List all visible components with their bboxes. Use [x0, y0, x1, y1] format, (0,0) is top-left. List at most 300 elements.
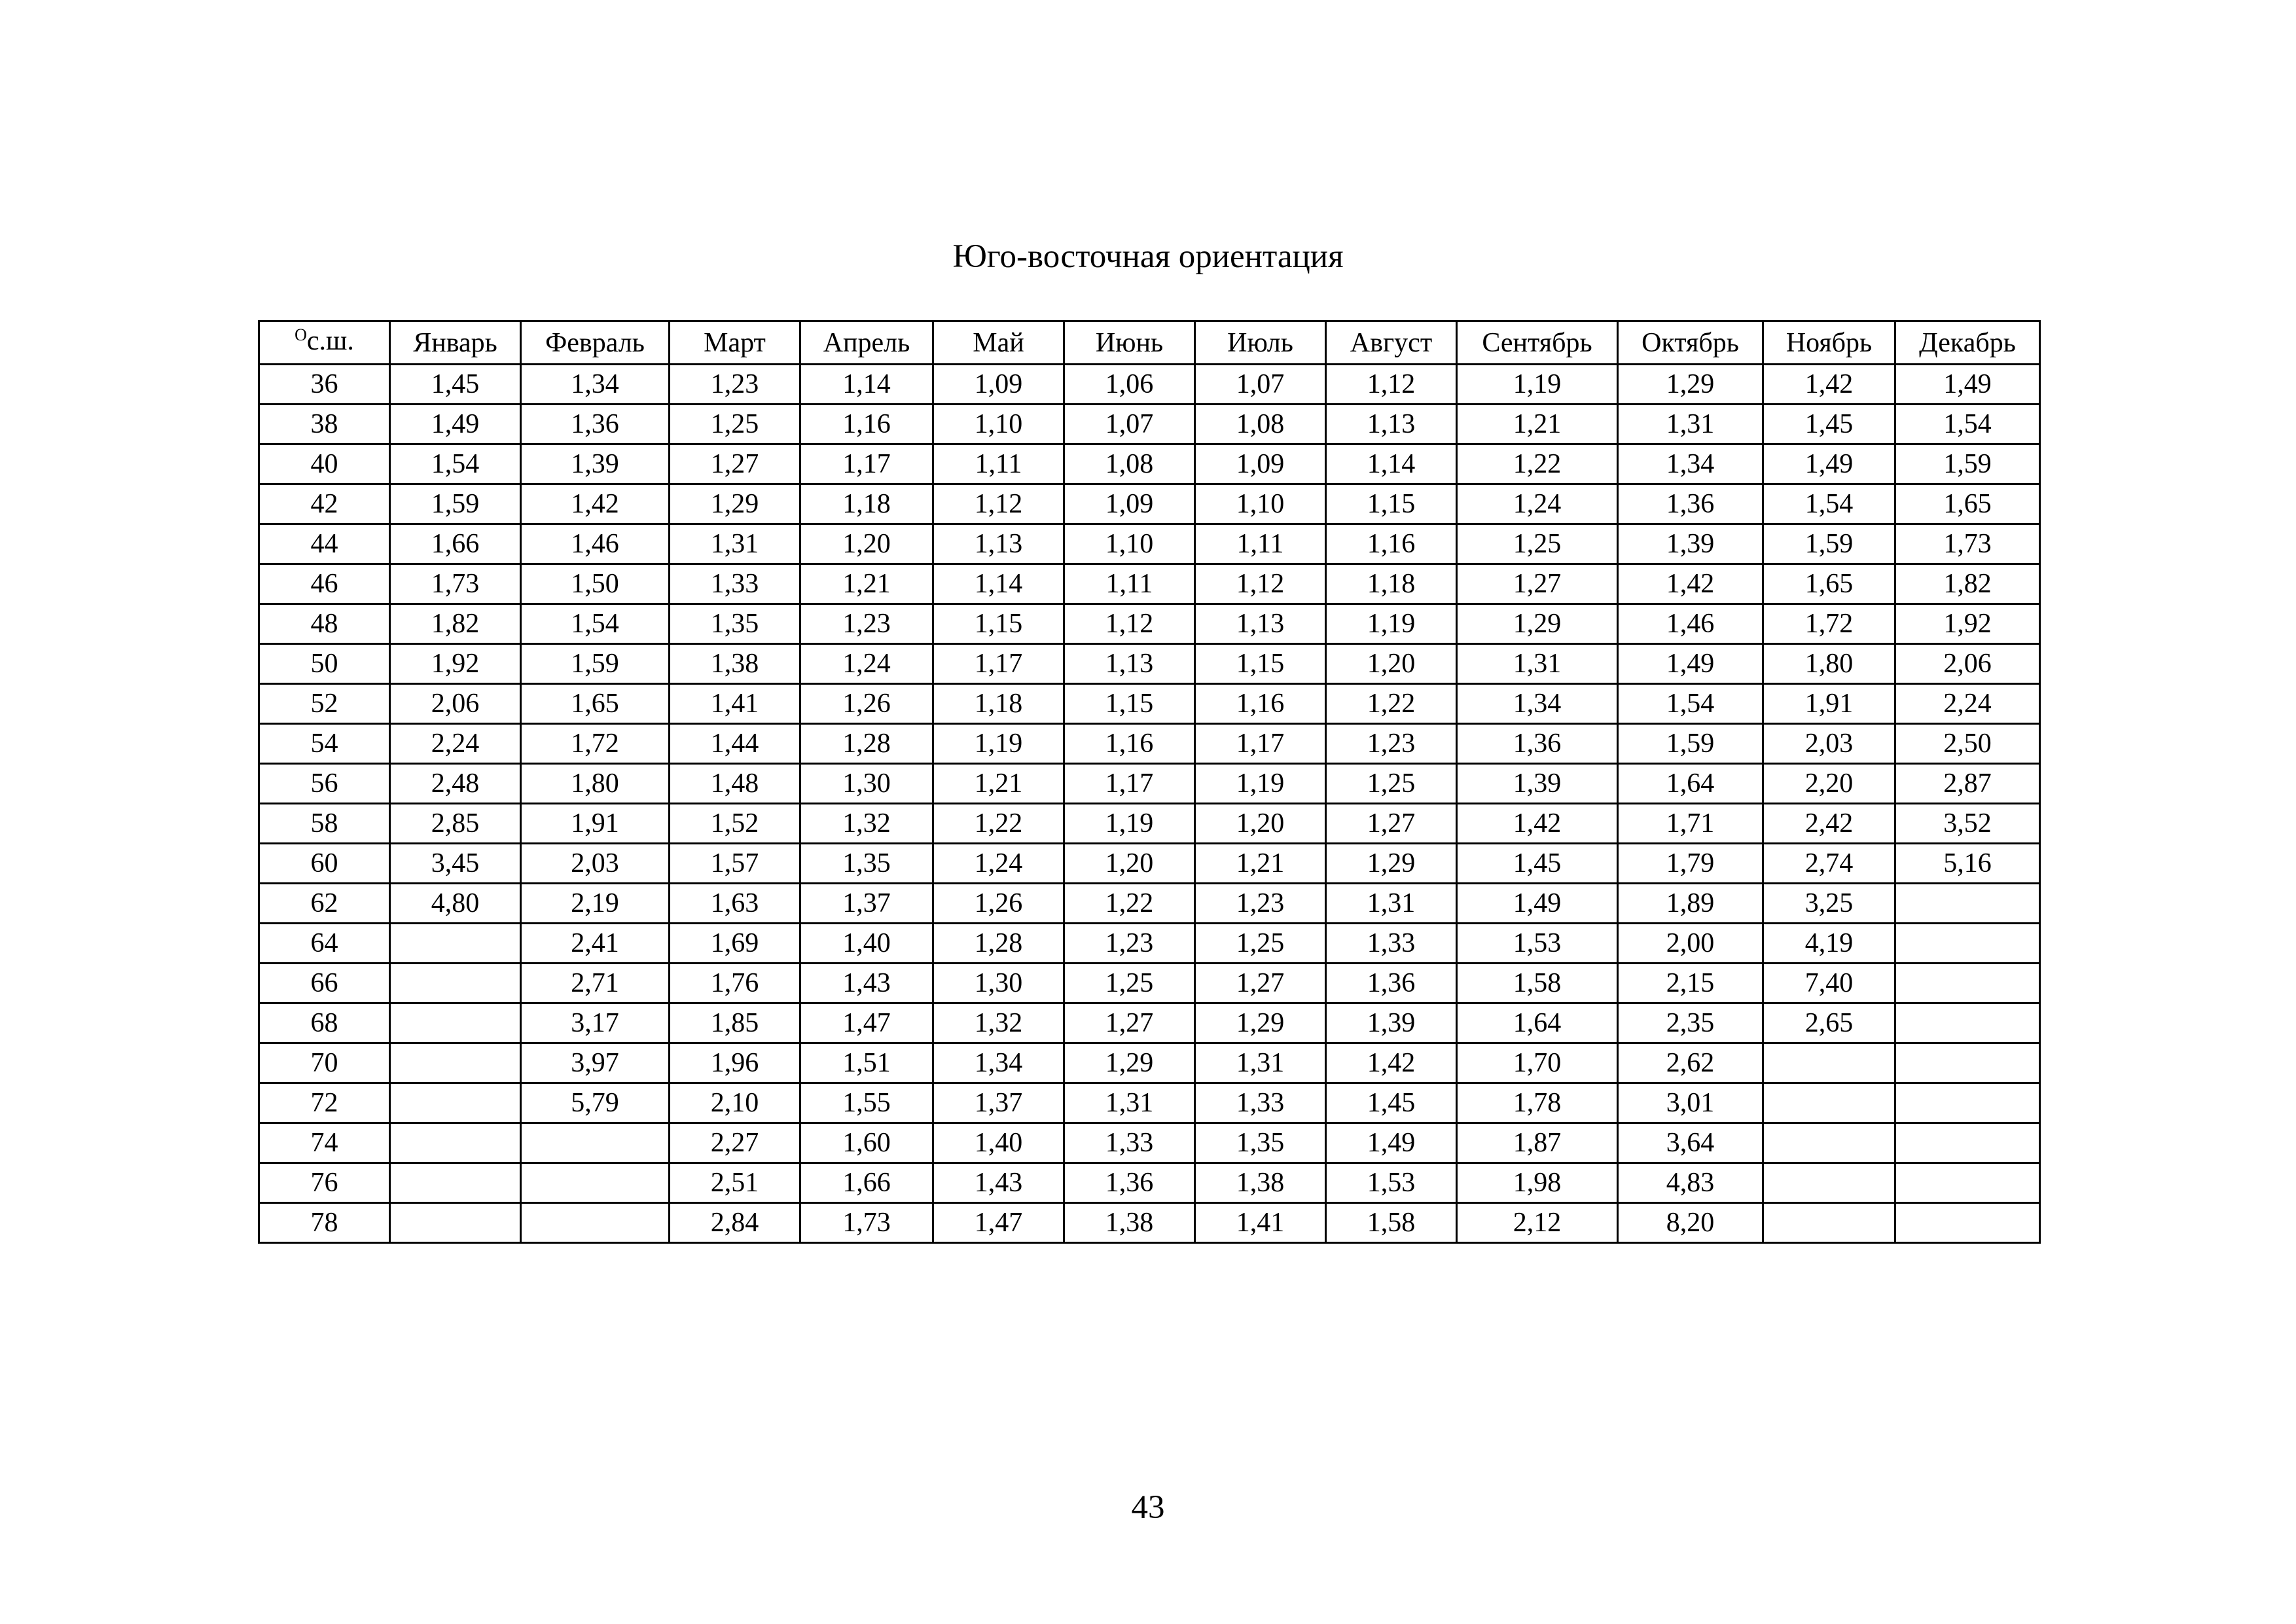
month-header: Июнь	[1064, 321, 1195, 365]
value-cell: 1,80	[1763, 644, 1895, 684]
value-cell	[1895, 1083, 2040, 1123]
value-cell: 1,15	[1064, 684, 1195, 724]
value-cell: 1,38	[670, 644, 800, 684]
value-cell: 1,65	[1763, 564, 1895, 604]
value-cell: 1,25	[1326, 764, 1457, 804]
value-cell: 1,39	[1457, 764, 1618, 804]
value-cell: 1,54	[390, 444, 521, 484]
value-cell: 1,19	[1064, 804, 1195, 844]
table-row	[259, 444, 2040, 484]
value-cell: 1,49	[1326, 1123, 1457, 1163]
value-cell	[390, 924, 521, 964]
value-cell: 2,19	[521, 884, 670, 924]
table-row	[259, 1043, 2040, 1083]
latitude-cell: 38	[259, 405, 390, 444]
latitude-cell: 66	[259, 964, 390, 1003]
value-cell: 1,34	[521, 365, 670, 405]
value-cell: 1,54	[1618, 684, 1763, 724]
header-row	[259, 321, 2040, 365]
value-cell: 1,09	[1064, 484, 1195, 524]
value-cell: 1,21	[800, 564, 933, 604]
table-row	[259, 644, 2040, 684]
value-cell	[1895, 884, 2040, 924]
value-cell: 1,66	[800, 1163, 933, 1203]
latitude-cell: 72	[259, 1083, 390, 1123]
value-cell: 3,64	[1618, 1123, 1763, 1163]
value-cell: 1,15	[933, 604, 1064, 644]
value-cell: 3,45	[390, 844, 521, 884]
value-cell	[390, 964, 521, 1003]
value-cell: 1,12	[1326, 365, 1457, 405]
value-cell: 1,91	[1763, 684, 1895, 724]
value-cell: 3,97	[521, 1043, 670, 1083]
value-cell: 1,10	[1195, 484, 1326, 524]
value-cell: 1,11	[1195, 524, 1326, 564]
value-cell: 1,69	[670, 924, 800, 964]
value-cell: 1,33	[1195, 1083, 1326, 1123]
value-cell: 1,34	[1457, 684, 1618, 724]
value-cell: 1,59	[521, 644, 670, 684]
value-cell: 2,71	[521, 964, 670, 1003]
value-cell: 1,07	[1195, 365, 1326, 405]
value-cell: 1,91	[521, 804, 670, 844]
value-cell: 1,25	[1457, 524, 1618, 564]
value-cell	[1895, 1163, 2040, 1203]
value-cell: 2,24	[1895, 684, 2040, 724]
value-cell: 1,29	[1326, 844, 1457, 884]
value-cell: 1,60	[800, 1123, 933, 1163]
latitude-cell: 64	[259, 924, 390, 964]
value-cell: 1,72	[521, 724, 670, 764]
value-cell: 1,42	[1326, 1043, 1457, 1083]
value-cell: 1,40	[800, 924, 933, 964]
value-cell: 1,18	[933, 684, 1064, 724]
value-cell: 1,45	[1326, 1083, 1457, 1123]
value-cell: 1,55	[800, 1083, 933, 1123]
value-cell: 1,53	[1326, 1163, 1457, 1203]
table-row	[259, 764, 2040, 804]
value-cell: 1,31	[1457, 644, 1618, 684]
value-cell: 1,31	[1195, 1043, 1326, 1083]
value-cell: 1,42	[1618, 564, 1763, 604]
value-cell: 1,23	[670, 365, 800, 405]
value-cell	[390, 1203, 521, 1243]
value-cell	[390, 1123, 521, 1163]
latitude-cell: 58	[259, 804, 390, 844]
table-row	[259, 405, 2040, 444]
latitude-cell: 36	[259, 365, 390, 405]
value-cell: 1,33	[670, 564, 800, 604]
value-cell: 1,54	[1763, 484, 1895, 524]
table-row	[259, 724, 2040, 764]
value-cell: 1,17	[1064, 764, 1195, 804]
value-cell: 1,49	[1763, 444, 1895, 484]
table-row	[259, 1083, 2040, 1123]
value-cell: 1,38	[1064, 1203, 1195, 1243]
value-cell: 1,15	[1195, 644, 1326, 684]
value-cell: 2,15	[1618, 964, 1763, 1003]
latitude-cell: 48	[259, 604, 390, 644]
value-cell: 1,73	[390, 564, 521, 604]
value-cell	[521, 1123, 670, 1163]
value-cell: 1,09	[933, 365, 1064, 405]
latitude-cell: 78	[259, 1203, 390, 1243]
page-title: Юго-восточная ориентация	[952, 238, 1344, 275]
latitude-cell: 70	[259, 1043, 390, 1083]
value-cell: 1,27	[1457, 564, 1618, 604]
value-cell: 1,20	[1326, 644, 1457, 684]
month-header: Сентябрь	[1457, 321, 1618, 365]
value-cell: 1,23	[800, 604, 933, 644]
value-cell: 1,08	[1064, 444, 1195, 484]
value-cell: 1,26	[933, 884, 1064, 924]
value-cell: 1,57	[670, 844, 800, 884]
value-cell: 1,22	[1064, 884, 1195, 924]
value-cell: 1,59	[1618, 724, 1763, 764]
value-cell: 1,39	[1326, 1003, 1457, 1043]
value-cell: 1,76	[670, 964, 800, 1003]
value-cell: 1,44	[670, 724, 800, 764]
value-cell: 1,17	[933, 644, 1064, 684]
value-cell: 1,65	[1895, 484, 2040, 524]
value-cell: 1,49	[1618, 644, 1763, 684]
value-cell: 1,31	[1064, 1083, 1195, 1123]
value-cell: 1,34	[933, 1043, 1064, 1083]
value-cell: 1,47	[933, 1203, 1064, 1243]
value-cell: 1,49	[1457, 884, 1618, 924]
value-cell: 1,34	[1618, 444, 1763, 484]
value-cell: 1,46	[1618, 604, 1763, 644]
value-cell: 1,45	[390, 365, 521, 405]
latitude-cell: 44	[259, 524, 390, 564]
value-cell: 1,58	[1457, 964, 1618, 1003]
value-cell: 1,71	[1618, 804, 1763, 844]
value-cell: 1,16	[1064, 724, 1195, 764]
value-cell: 1,87	[1457, 1123, 1618, 1163]
value-cell: 1,49	[1895, 365, 2040, 405]
value-cell: 1,98	[1457, 1163, 1618, 1203]
value-cell: 1,80	[521, 764, 670, 804]
value-cell	[1763, 1163, 1895, 1203]
latitude-cell: 50	[259, 644, 390, 684]
value-cell: 1,27	[1326, 804, 1457, 844]
value-cell: 1,42	[1457, 804, 1618, 844]
value-cell: 1,23	[1326, 724, 1457, 764]
value-cell: 1,29	[1195, 1003, 1326, 1043]
value-cell: 1,45	[1763, 405, 1895, 444]
value-cell: 1,64	[1618, 764, 1763, 804]
latitude-header-label: с.ш.	[306, 326, 354, 356]
value-cell: 1,28	[933, 924, 1064, 964]
value-cell: 1,43	[800, 964, 933, 1003]
value-cell: 1,07	[1064, 405, 1195, 444]
value-cell: 1,42	[1763, 365, 1895, 405]
value-cell: 1,32	[800, 804, 933, 844]
value-cell: 1,12	[1064, 604, 1195, 644]
value-cell: 1,17	[800, 444, 933, 484]
latitude-cell: 76	[259, 1163, 390, 1203]
value-cell: 1,37	[800, 884, 933, 924]
value-cell: 1,11	[933, 444, 1064, 484]
value-cell	[1895, 1123, 2040, 1163]
table-row	[259, 1163, 2040, 1203]
value-cell: 1,24	[933, 844, 1064, 884]
value-cell: 1,22	[1457, 444, 1618, 484]
latitude-cell: 74	[259, 1123, 390, 1163]
value-cell: 1,59	[1763, 524, 1895, 564]
value-cell: 1,43	[933, 1163, 1064, 1203]
latitude-cell: 54	[259, 724, 390, 764]
table-row	[259, 684, 2040, 724]
value-cell: 1,16	[1195, 684, 1326, 724]
value-cell: 1,82	[1895, 564, 2040, 604]
value-cell: 1,33	[1326, 924, 1457, 964]
value-cell: 1,20	[1064, 844, 1195, 884]
latitude-cell: 42	[259, 484, 390, 524]
latitude-cell: 52	[259, 684, 390, 724]
value-cell: 1,36	[521, 405, 670, 444]
value-cell: 1,16	[800, 405, 933, 444]
value-cell: 1,29	[1457, 604, 1618, 644]
page-number: 43	[1131, 1489, 1165, 1526]
value-cell	[390, 1163, 521, 1203]
value-cell: 2,10	[670, 1083, 800, 1123]
value-cell: 2,00	[1618, 924, 1763, 964]
value-cell: 1,13	[1064, 644, 1195, 684]
value-cell: 2,48	[390, 764, 521, 804]
latitude-cell: 62	[259, 884, 390, 924]
value-cell	[1763, 1083, 1895, 1123]
value-cell: 2,62	[1618, 1043, 1763, 1083]
value-cell: 1,36	[1326, 964, 1457, 1003]
value-cell: 1,23	[1195, 884, 1326, 924]
value-cell: 4,19	[1763, 924, 1895, 964]
value-cell: 4,80	[390, 884, 521, 924]
value-cell: 2,51	[670, 1163, 800, 1203]
value-cell: 1,16	[1326, 524, 1457, 564]
value-cell: 2,03	[521, 844, 670, 884]
value-cell: 1,17	[1195, 724, 1326, 764]
value-cell: 1,63	[670, 884, 800, 924]
value-cell: 1,54	[1895, 405, 2040, 444]
value-cell: 1,70	[1457, 1043, 1618, 1083]
value-cell: 4,83	[1618, 1163, 1763, 1203]
value-cell	[521, 1163, 670, 1203]
value-cell: 1,23	[1064, 924, 1195, 964]
value-cell: 1,53	[1457, 924, 1618, 964]
value-cell: 1,30	[933, 964, 1064, 1003]
degree-superscript: O	[295, 325, 307, 344]
value-cell: 1,25	[670, 405, 800, 444]
value-cell: 1,20	[1195, 804, 1326, 844]
value-cell: 1,29	[1064, 1043, 1195, 1083]
value-cell: 1,31	[670, 524, 800, 564]
value-cell: 1,59	[390, 484, 521, 524]
value-cell: 1,18	[800, 484, 933, 524]
value-cell: 1,12	[933, 484, 1064, 524]
value-cell	[1895, 1203, 2040, 1243]
table-row	[259, 1003, 2040, 1043]
value-cell: 1,08	[1195, 405, 1326, 444]
value-cell: 1,21	[933, 764, 1064, 804]
value-cell: 2,87	[1895, 764, 2040, 804]
orientation-coefficients-table	[258, 320, 2041, 1244]
value-cell: 1,15	[1326, 484, 1457, 524]
value-cell: 3,01	[1618, 1083, 1763, 1123]
month-header: Февраль	[521, 321, 670, 365]
latitude-header	[259, 321, 390, 365]
value-cell: 1,51	[800, 1043, 933, 1083]
value-cell: 1,85	[670, 1003, 800, 1043]
value-cell: 2,12	[1457, 1203, 1618, 1243]
value-cell: 1,37	[933, 1083, 1064, 1123]
value-cell: 1,21	[1457, 405, 1618, 444]
value-cell: 1,13	[1195, 604, 1326, 644]
value-cell: 1,79	[1618, 844, 1763, 884]
value-cell: 2,06	[1895, 644, 2040, 684]
value-cell	[1763, 1043, 1895, 1083]
value-cell: 1,45	[1457, 844, 1618, 884]
value-cell: 1,13	[933, 524, 1064, 564]
value-cell: 1,96	[670, 1043, 800, 1083]
value-cell: 1,14	[1326, 444, 1457, 484]
value-cell: 1,89	[1618, 884, 1763, 924]
value-cell: 1,52	[670, 804, 800, 844]
table-row	[259, 564, 2040, 604]
table-body	[259, 365, 2040, 1243]
value-cell: 2,20	[1763, 764, 1895, 804]
value-cell: 1,66	[390, 524, 521, 564]
value-cell: 1,41	[670, 684, 800, 724]
value-cell: 1,39	[521, 444, 670, 484]
value-cell	[390, 1083, 521, 1123]
value-cell: 1,92	[390, 644, 521, 684]
value-cell: 1,42	[521, 484, 670, 524]
value-cell: 1,21	[1195, 844, 1326, 884]
value-cell: 1,36	[1457, 724, 1618, 764]
value-cell: 3,17	[521, 1003, 670, 1043]
month-header: Май	[933, 321, 1064, 365]
table-row	[259, 365, 2040, 405]
value-cell: 1,29	[670, 484, 800, 524]
value-cell: 2,84	[670, 1203, 800, 1243]
value-cell: 2,27	[670, 1123, 800, 1163]
value-cell: 2,35	[1618, 1003, 1763, 1043]
month-header: Январь	[390, 321, 521, 365]
value-cell	[390, 1043, 521, 1083]
table-row	[259, 844, 2040, 884]
value-cell: 1,46	[521, 524, 670, 564]
value-cell: 1,73	[1895, 524, 2040, 564]
month-header: Декабрь	[1895, 321, 2040, 365]
value-cell: 1,25	[1195, 924, 1326, 964]
value-cell: 1,27	[1195, 964, 1326, 1003]
value-cell: 1,26	[800, 684, 933, 724]
value-cell	[1895, 964, 2040, 1003]
table-row	[259, 1123, 2040, 1163]
value-cell: 2,42	[1763, 804, 1895, 844]
value-cell: 2,41	[521, 924, 670, 964]
table-row	[259, 964, 2040, 1003]
value-cell	[1895, 1043, 2040, 1083]
value-cell: 2,85	[390, 804, 521, 844]
value-cell: 1,11	[1064, 564, 1195, 604]
month-header: Август	[1326, 321, 1457, 365]
value-cell: 1,82	[390, 604, 521, 644]
latitude-cell: 68	[259, 1003, 390, 1043]
value-cell: 1,35	[800, 844, 933, 884]
value-cell: 1,27	[1064, 1003, 1195, 1043]
value-cell: 1,27	[670, 444, 800, 484]
value-cell: 1,31	[1326, 884, 1457, 924]
value-cell: 3,52	[1895, 804, 2040, 844]
value-cell: 1,31	[1618, 405, 1763, 444]
month-header: Апрель	[800, 321, 933, 365]
value-cell: 1,65	[521, 684, 670, 724]
value-cell	[1763, 1203, 1895, 1243]
value-cell	[390, 1003, 521, 1043]
value-cell: 2,03	[1763, 724, 1895, 764]
month-header: Октябрь	[1618, 321, 1763, 365]
value-cell: 1,33	[1064, 1123, 1195, 1163]
latitude-cell: 56	[259, 764, 390, 804]
value-cell: 1,24	[1457, 484, 1618, 524]
value-cell: 1,38	[1195, 1163, 1326, 1203]
value-cell: 1,20	[800, 524, 933, 564]
value-cell: 2,65	[1763, 1003, 1895, 1043]
value-cell: 1,72	[1763, 604, 1895, 644]
table-row	[259, 924, 2040, 964]
value-cell: 1,29	[1618, 365, 1763, 405]
value-cell: 1,28	[800, 724, 933, 764]
table-row	[259, 524, 2040, 564]
value-cell: 1,30	[800, 764, 933, 804]
table-row	[259, 884, 2040, 924]
value-cell: 1,36	[1064, 1163, 1195, 1203]
latitude-cell: 46	[259, 564, 390, 604]
value-cell: 7,40	[1763, 964, 1895, 1003]
value-cell: 1,10	[933, 405, 1064, 444]
value-cell: 1,19	[1326, 604, 1457, 644]
value-cell: 1,54	[521, 604, 670, 644]
value-cell	[1763, 1123, 1895, 1163]
value-cell: 1,22	[933, 804, 1064, 844]
value-cell	[1895, 1003, 2040, 1043]
value-cell: 1,35	[670, 604, 800, 644]
value-cell: 5,16	[1895, 844, 2040, 884]
value-cell: 1,58	[1326, 1203, 1457, 1243]
value-cell: 1,12	[1195, 564, 1326, 604]
value-cell: 1,18	[1326, 564, 1457, 604]
value-cell: 2,50	[1895, 724, 2040, 764]
value-cell: 1,64	[1457, 1003, 1618, 1043]
latitude-cell: 40	[259, 444, 390, 484]
value-cell: 1,36	[1618, 484, 1763, 524]
value-cell: 1,48	[670, 764, 800, 804]
value-cell: 1,09	[1195, 444, 1326, 484]
value-cell: 8,20	[1618, 1203, 1763, 1243]
value-cell: 1,32	[933, 1003, 1064, 1043]
value-cell: 1,19	[1195, 764, 1326, 804]
month-header: Ноябрь	[1763, 321, 1895, 365]
value-cell: 1,92	[1895, 604, 2040, 644]
value-cell: 1,59	[1895, 444, 2040, 484]
value-cell: 2,74	[1763, 844, 1895, 884]
value-cell: 1,50	[521, 564, 670, 604]
latitude-cell: 60	[259, 844, 390, 884]
value-cell: 1,19	[933, 724, 1064, 764]
value-cell: 1,24	[800, 644, 933, 684]
